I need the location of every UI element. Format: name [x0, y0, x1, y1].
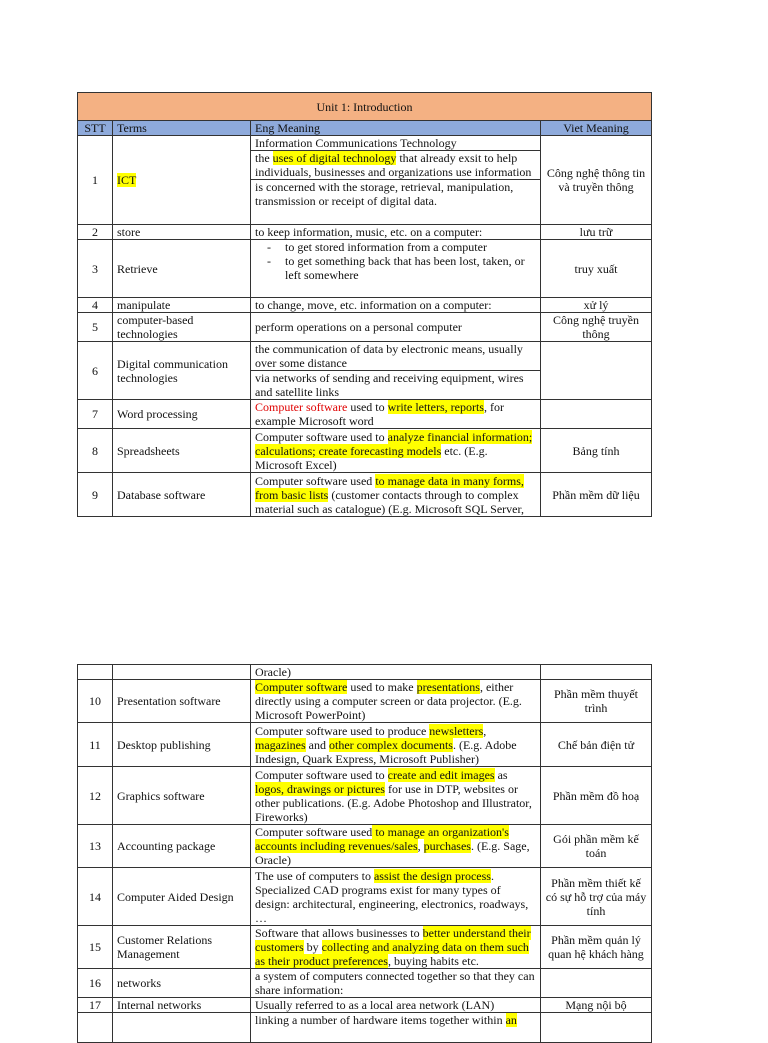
term-text [113, 1013, 251, 1043]
row-number [78, 665, 113, 680]
eng-line: Information Communications Technology [255, 136, 457, 150]
row-number: 5 [78, 313, 113, 342]
table-row [78, 313, 652, 342]
table-row [78, 680, 652, 723]
term-text: ICT [117, 173, 137, 187]
term-text: Accounting package [113, 825, 251, 868]
eng-line: the uses of digital technology that already exsit to help individuals, businesses and organizations use information [251, 150, 540, 179]
row-number: 1 [78, 136, 113, 225]
viet-meaning [541, 342, 652, 400]
header-eng: Eng Meaning [251, 121, 541, 136]
table-row [78, 429, 652, 473]
row-number: 13 [78, 825, 113, 868]
table-row [78, 723, 652, 767]
eng-meaning: Computer software used to analyze financial information; calculations; create forecasting models etc. (E.g. Microsoft Excel) [251, 429, 541, 473]
viet-meaning: truy xuất [541, 240, 652, 298]
vocab-table-page-1 [77, 92, 652, 517]
header-stt: STT [78, 121, 113, 136]
row-number: 7 [78, 400, 113, 429]
eng-meaning: Computer software used to produce newsletters, magazines and other complex documents. (E.g. Adobe Indesign, Quark Express, Microsoft Publisher) [251, 723, 541, 767]
eng-line: via networks of sending and receiving equipment, wires and satellite links [251, 370, 540, 399]
term-text: Desktop publishing [113, 723, 251, 767]
table-row [78, 225, 652, 240]
row-number: 2 [78, 225, 113, 240]
eng-meaning: Computer software used to create and edit images as logos, drawings or pictures for use in DTP, websites or other publications. (E.g. Adobe Photoshop and Illustrator, Fireworks) [251, 767, 541, 825]
table-row [78, 969, 652, 998]
eng-meaning-cell [251, 136, 541, 225]
row-number: 11 [78, 723, 113, 767]
term-text: Database software [113, 473, 251, 517]
table-row [78, 342, 652, 400]
row-number [78, 1013, 113, 1043]
eng-meaning: Oracle) [251, 665, 541, 680]
eng-line: is concerned with the storage, retrieval, manipulation, transmission or receipt of digital data. [251, 179, 540, 208]
table-row [78, 868, 652, 926]
term-text: networks [113, 969, 251, 998]
eng-meaning: perform operations on a personal computer [251, 313, 541, 342]
viet-meaning [541, 665, 652, 680]
viet-meaning: lưu trữ [541, 225, 652, 240]
viet-meaning: Phần mềm thuyết trình [541, 680, 652, 723]
row-number: 12 [78, 767, 113, 825]
viet-meaning: Công nghệ thông tin và truyền thông [541, 136, 652, 225]
row-number: 6 [78, 342, 113, 400]
term-text: Spreadsheets [113, 429, 251, 473]
eng-meaning: The use of computers to assist the design process. Specialized CAD programs exist for many types of design: architectural, engineering, electronics, roadways, … [251, 868, 541, 926]
term-text: Word processing [113, 400, 251, 429]
table-title-row [78, 93, 652, 121]
eng-meaning: Usually referred to as a local area network (LAN) [251, 998, 541, 1013]
table-row [78, 298, 652, 313]
term-text: Graphics software [113, 767, 251, 825]
table-row [78, 926, 652, 969]
table-row [78, 825, 652, 868]
term-text: Customer Relations Management [113, 926, 251, 969]
row-number: 10 [78, 680, 113, 723]
viet-meaning: Chế bản điện tử [541, 723, 652, 767]
unit-title: Unit 1: Introduction [78, 93, 652, 121]
eng-meaning: Computer software used to manage data in many forms, from basic lists (customer contacts through to complex material such as catalogue) (E.g. Microsoft SQL Server, [251, 473, 541, 517]
eng-meaning-cell [251, 342, 541, 400]
eng-meaning: Computer software used to write letters, reports, for example Microsoft word [251, 400, 541, 429]
term-text: Retrieve [113, 240, 251, 298]
term-text: Computer Aided Design [113, 868, 251, 926]
viet-meaning: Bảng tính [541, 429, 652, 473]
table-row [78, 767, 652, 825]
term-text: manipulate [113, 298, 251, 313]
vocab-table-page-2 [77, 664, 652, 1043]
row-number: 14 [78, 868, 113, 926]
header-viet: Viet Meaning [541, 121, 652, 136]
term-text: store [113, 225, 251, 240]
table-row [78, 240, 652, 298]
eng-meaning: Software that allows businesses to better understand their customers by collecting and analyzing data on them such as their product preferences, buying habits etc. [251, 926, 541, 969]
row-number: 16 [78, 969, 113, 998]
viet-meaning: Phần mềm dữ liệu [541, 473, 652, 517]
viet-meaning [541, 400, 652, 429]
viet-meaning: Phần mềm thiết kế có sự hỗ trợ của máy tính [541, 868, 652, 926]
term-cell [113, 136, 251, 225]
table-row [78, 1013, 652, 1043]
eng-meaning: linking a number of hardware items together within an [251, 1013, 541, 1043]
row-number: 17 [78, 998, 113, 1013]
term-text: Internal networks [113, 998, 251, 1013]
row-number: 15 [78, 926, 113, 969]
row-number: 3 [78, 240, 113, 298]
header-terms: Terms [113, 121, 251, 136]
row-number: 8 [78, 429, 113, 473]
eng-meaning: to keep information, music, etc. on a computer: [251, 225, 541, 240]
term-text: computer-based technologies [113, 313, 251, 342]
term-text: Digital communication technologies [113, 342, 251, 400]
eng-bullet: - to get something back that has been lost, taken, or left somewhere [285, 254, 536, 282]
term-text [113, 665, 251, 680]
table-row [78, 136, 652, 225]
table-row [78, 665, 652, 680]
eng-meaning-cell [251, 240, 541, 298]
table-row [78, 998, 652, 1013]
eng-meaning: a system of computers connected together so that they can share information: [251, 969, 541, 998]
eng-meaning: to change, move, etc. information on a computer: [251, 298, 541, 313]
viet-meaning: Phần mềm đồ hoạ [541, 767, 652, 825]
row-number: 9 [78, 473, 113, 517]
eng-bullet: - to get stored information from a computer [285, 240, 536, 254]
table-row [78, 400, 652, 429]
eng-line: the communication of data by electronic means, usually over some distance [255, 342, 523, 370]
table-row [78, 473, 652, 517]
eng-meaning: Computer software used to make presentations, either directly using a computer screen or data projector. (E.g. Microsoft PowerPoint) [251, 680, 541, 723]
viet-meaning: Công nghệ truyền thông [541, 313, 652, 342]
viet-meaning: Gói phần mềm kế toán [541, 825, 652, 868]
eng-meaning: Computer software used to manage an organization's accounts including revenues/sales, purchases. (E.g. Sage, Oracle) [251, 825, 541, 868]
viet-meaning: Phần mềm quản lý quan hệ khách hàng [541, 926, 652, 969]
viet-meaning: xử lý [541, 298, 652, 313]
row-number: 4 [78, 298, 113, 313]
viet-meaning [541, 969, 652, 998]
term-text: Presentation software [113, 680, 251, 723]
table-header-row [78, 121, 652, 136]
viet-meaning [541, 1013, 652, 1043]
viet-meaning: Mạng nội bộ [541, 998, 652, 1013]
